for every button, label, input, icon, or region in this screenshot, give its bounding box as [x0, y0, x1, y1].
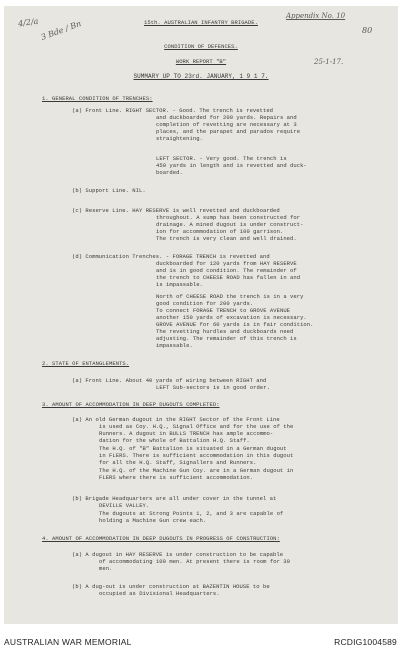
report-line: (d) Communication Trenches. - FORAGE TRENCH is revetted and: [72, 253, 270, 260]
report-line: and duckboarded for 200 yards. Repairs and: [156, 114, 297, 121]
report-line: GROVE AVENUE for 60 yards is in fair condition.: [156, 321, 314, 328]
report-line: throughout. A sump has been constructed for: [156, 214, 301, 221]
archive-reference: RCDIG1004589: [334, 637, 397, 647]
report-line: (b) Support Line. NIL.: [72, 187, 146, 194]
report-line: men.: [99, 565, 113, 572]
document-subtitle: WORK REPORT "B": [175, 58, 227, 65]
section-heading: 1. GENERAL CONDITION OF TRENCHES:: [42, 95, 153, 102]
report-line: DEVILLE VALLEY.: [99, 502, 150, 509]
report-line: The revetting hurdles and duckboards need: [156, 328, 294, 335]
report-line: (a) Front Line. RIGHT SECTOR. - Good. The trench is revetted: [72, 107, 274, 114]
report-line: is used as Coy. H.Q., Signal Office and for the use of the: [99, 423, 294, 430]
report-line: adjusting. The remainder of this trench is: [156, 335, 297, 342]
report-line: occupied as Divisional Headquarters.: [99, 590, 220, 597]
report-line: 450 yards in length and is revetted and duck-: [156, 162, 307, 169]
report-line: places, and the parapet and parados require: [156, 128, 301, 135]
report-line: completion of revetting are necessary at 3: [156, 121, 297, 128]
report-line: (b) Brigade Headquarters are all under cover in the tunnel at: [72, 495, 277, 502]
section-heading: 4. AMOUNT OF ACCOMMODATION IN DEEP DUGOUTS IN PROGRESS OF CONSTRUCTION:: [42, 535, 280, 542]
report-line: The H.Q. of "B" Battalion is situated in a German dugout: [99, 445, 287, 452]
archive-credit: AUSTRALIAN WAR MEMORIAL: [4, 637, 132, 647]
report-line: straightening.: [156, 135, 203, 142]
report-line: drainage. A mined dugout is under construct-: [156, 221, 304, 228]
document-page: [4, 6, 398, 624]
section-heading: 3. AMOUNT OF ACCOMMODATION IN DEEP DUGOUTS COMPLETED:: [42, 401, 220, 408]
report-line: The H.Q. of the Machine Gun Coy. are in a German dugout in: [99, 467, 294, 474]
report-line: is impassable.: [156, 281, 203, 288]
report-line: (a) Front Line. About 40 yards of wiring between RIGHT and: [72, 377, 267, 384]
report-period: SUMMARY UP TO 23rd. JANUARY, 1 9 1 7.: [133, 73, 269, 80]
report-line: the trench to CHEESE ROAD has fallen in and: [156, 274, 301, 281]
report-line: holding a Machine Gun crew each.: [99, 517, 207, 524]
report-line: another 150 yards of excavation is necessary.: [156, 314, 307, 321]
brigade-heading: 15th. AUSTRALIAN INFANTRY BRIGADE.: [144, 19, 258, 26]
report-line: in FLERS. There is sufficient accommodation in this dugout: [99, 452, 294, 459]
report-line: LEFT SECTOR. - Very good. The trench is: [156, 155, 287, 162]
report-line: To connect FORAGE TRENCH to GROVE AVENUE: [156, 307, 291, 314]
report-line: Runners. A dugout in BULLS TRENCH has ample accommo-: [99, 430, 274, 437]
report-line: boarded.: [156, 169, 183, 176]
section-heading: 2. STATE OF ENTANGLEMENTS.: [42, 360, 130, 367]
report-line: duckboarded for 120 yards from HAY RESERVE: [156, 260, 297, 267]
page-number: 80: [362, 26, 373, 35]
report-line: (a) An old German dugout in the RIGHT Sector of the Front Line: [72, 416, 280, 423]
report-line: (b) A dug-out is under construction at BAZENTIN HOUSE to be: [72, 583, 270, 590]
date-note: 25-1-17.: [314, 58, 344, 66]
report-line: for all the H.Q. Staff, Signallers and Runners.: [99, 459, 257, 466]
margin-annotation: 3 Bde / Bn: [39, 19, 83, 42]
report-line: FLERS where there is sufficient accommodation.: [99, 474, 254, 481]
report-line: LEFT Sub-sectors is in good order.: [156, 384, 270, 391]
report-line: (a) A dugout in HAY RESERVE is under construction to be capable: [72, 551, 284, 558]
report-line: ion for accommodation of 100 garrison.: [156, 228, 284, 235]
report-line: The trench is very clean and well drained.: [156, 235, 297, 242]
report-line: impassable.: [156, 342, 193, 349]
report-line: dation for the whole of Battalion H.Q. Staff.: [99, 437, 250, 444]
margin-annotation: 4/2/a: [17, 16, 39, 29]
appendix-note: Appendix No. 10: [286, 12, 346, 20]
report-line: good condition for 200 yards.: [156, 300, 254, 307]
report-line: of accommodating 100 men. At present there is room for 30: [99, 558, 290, 565]
report-line: and is in good condition. The remainder of: [156, 267, 297, 274]
report-line: The dugouts at Strong Points 1, 2, and 3 are capable of: [99, 510, 284, 517]
report-line: (c) Reserve Line. HAY RESERVE is well revetted and duckboarded: [72, 207, 280, 214]
document-title: CONDITION OF DEFENCES.: [164, 43, 238, 50]
report-line: North of CHEESE ROAD the trench is in a very: [156, 293, 304, 300]
